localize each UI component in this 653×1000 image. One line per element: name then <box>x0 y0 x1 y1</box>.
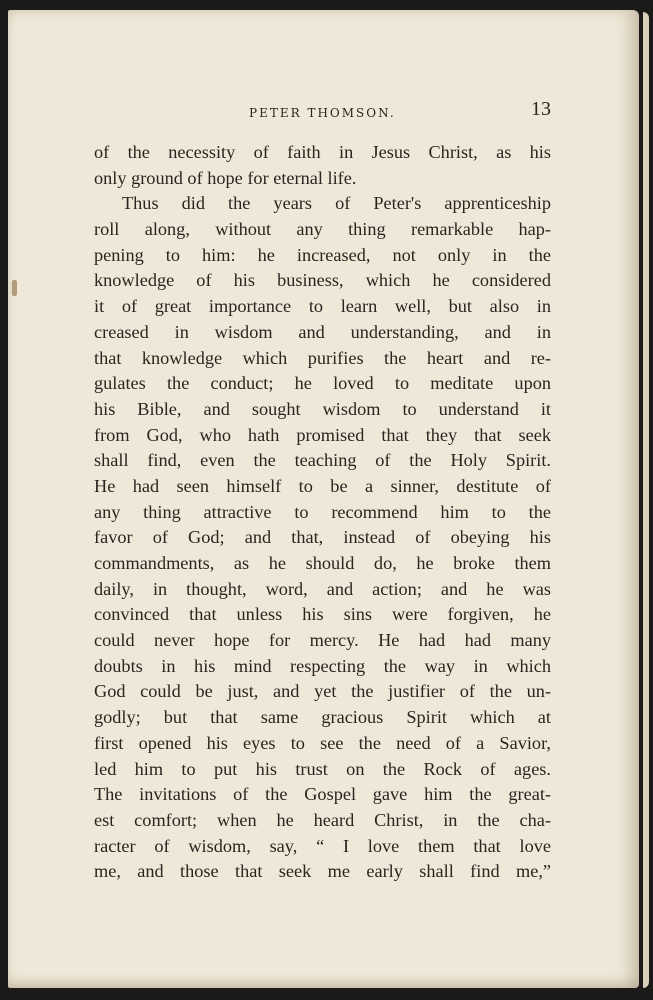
text-line: it of great importance to learn well, but also in <box>94 296 551 317</box>
text-line: knowledge of his business, which he considered <box>94 270 551 291</box>
text-line: godly; but that same gracious Spirit which at <box>94 707 551 728</box>
text-line: could never hope for mercy. He had had many <box>94 630 551 651</box>
text-line: est comfort; when he heard Christ, in the cha- <box>94 809 551 830</box>
text-line: daily, in thought, word, and action; and he was <box>94 578 551 599</box>
text-line: gulates the conduct; he loved to meditate upon <box>94 373 551 394</box>
text-line: any thing attractive to recommend him to the <box>94 501 551 522</box>
page-number: 13 <box>531 98 551 120</box>
text-line: from God, who hath promised that they that seek <box>94 424 551 445</box>
text-line: roll along, without any thing remarkable hap- <box>94 219 551 240</box>
body-text <box>94 140 551 885</box>
text-line: me, and those that seek me early shall find me,” <box>94 861 551 882</box>
text-line: He had seen himself to be a sinner, destitute of <box>94 475 551 496</box>
binding-mark <box>12 280 17 296</box>
text-line: of the necessity of faith in Jesus Christ, as his <box>94 142 551 162</box>
text-line: led him to put his trust on the Rock of ages. <box>94 758 551 779</box>
text-line: pening to him: he increased, not only in the <box>94 244 551 265</box>
text-line: shall find, even the teaching of the Holy Spirit. <box>94 450 551 471</box>
text-line: doubts in his mind respecting the way in which <box>94 655 551 676</box>
page-edge <box>643 12 649 988</box>
book-page <box>8 10 639 988</box>
running-head: PETER THOMSON. <box>249 106 396 120</box>
text-line: commandments, as he should do, he broke them <box>94 553 551 573</box>
text-line: racter of wisdom, say, “ I love them that love <box>94 835 551 856</box>
text-line: God could be just, and yet the justifier of the un- <box>94 681 551 702</box>
text-line: The invitations of the Gospel gave him the great- <box>94 784 551 805</box>
text-line: Thus did the years of Peter's apprenticeship <box>122 193 551 214</box>
text-line: convinced that unless his sins were forgiven, he <box>94 604 551 625</box>
text-line: that knowledge which purifies the heart and re- <box>94 347 551 368</box>
text-line: his Bible, and sought wisdom to understand it <box>94 398 551 419</box>
text-line: favor of God; and that, instead of obeying his <box>94 527 551 548</box>
page-header <box>94 96 551 126</box>
text-line: creased in wisdom and understanding, and in <box>94 321 551 342</box>
text-line: first opened his eyes to see the need of a Savior, <box>94 732 551 753</box>
text-line: only ground of hope for eternal life. <box>94 167 357 188</box>
